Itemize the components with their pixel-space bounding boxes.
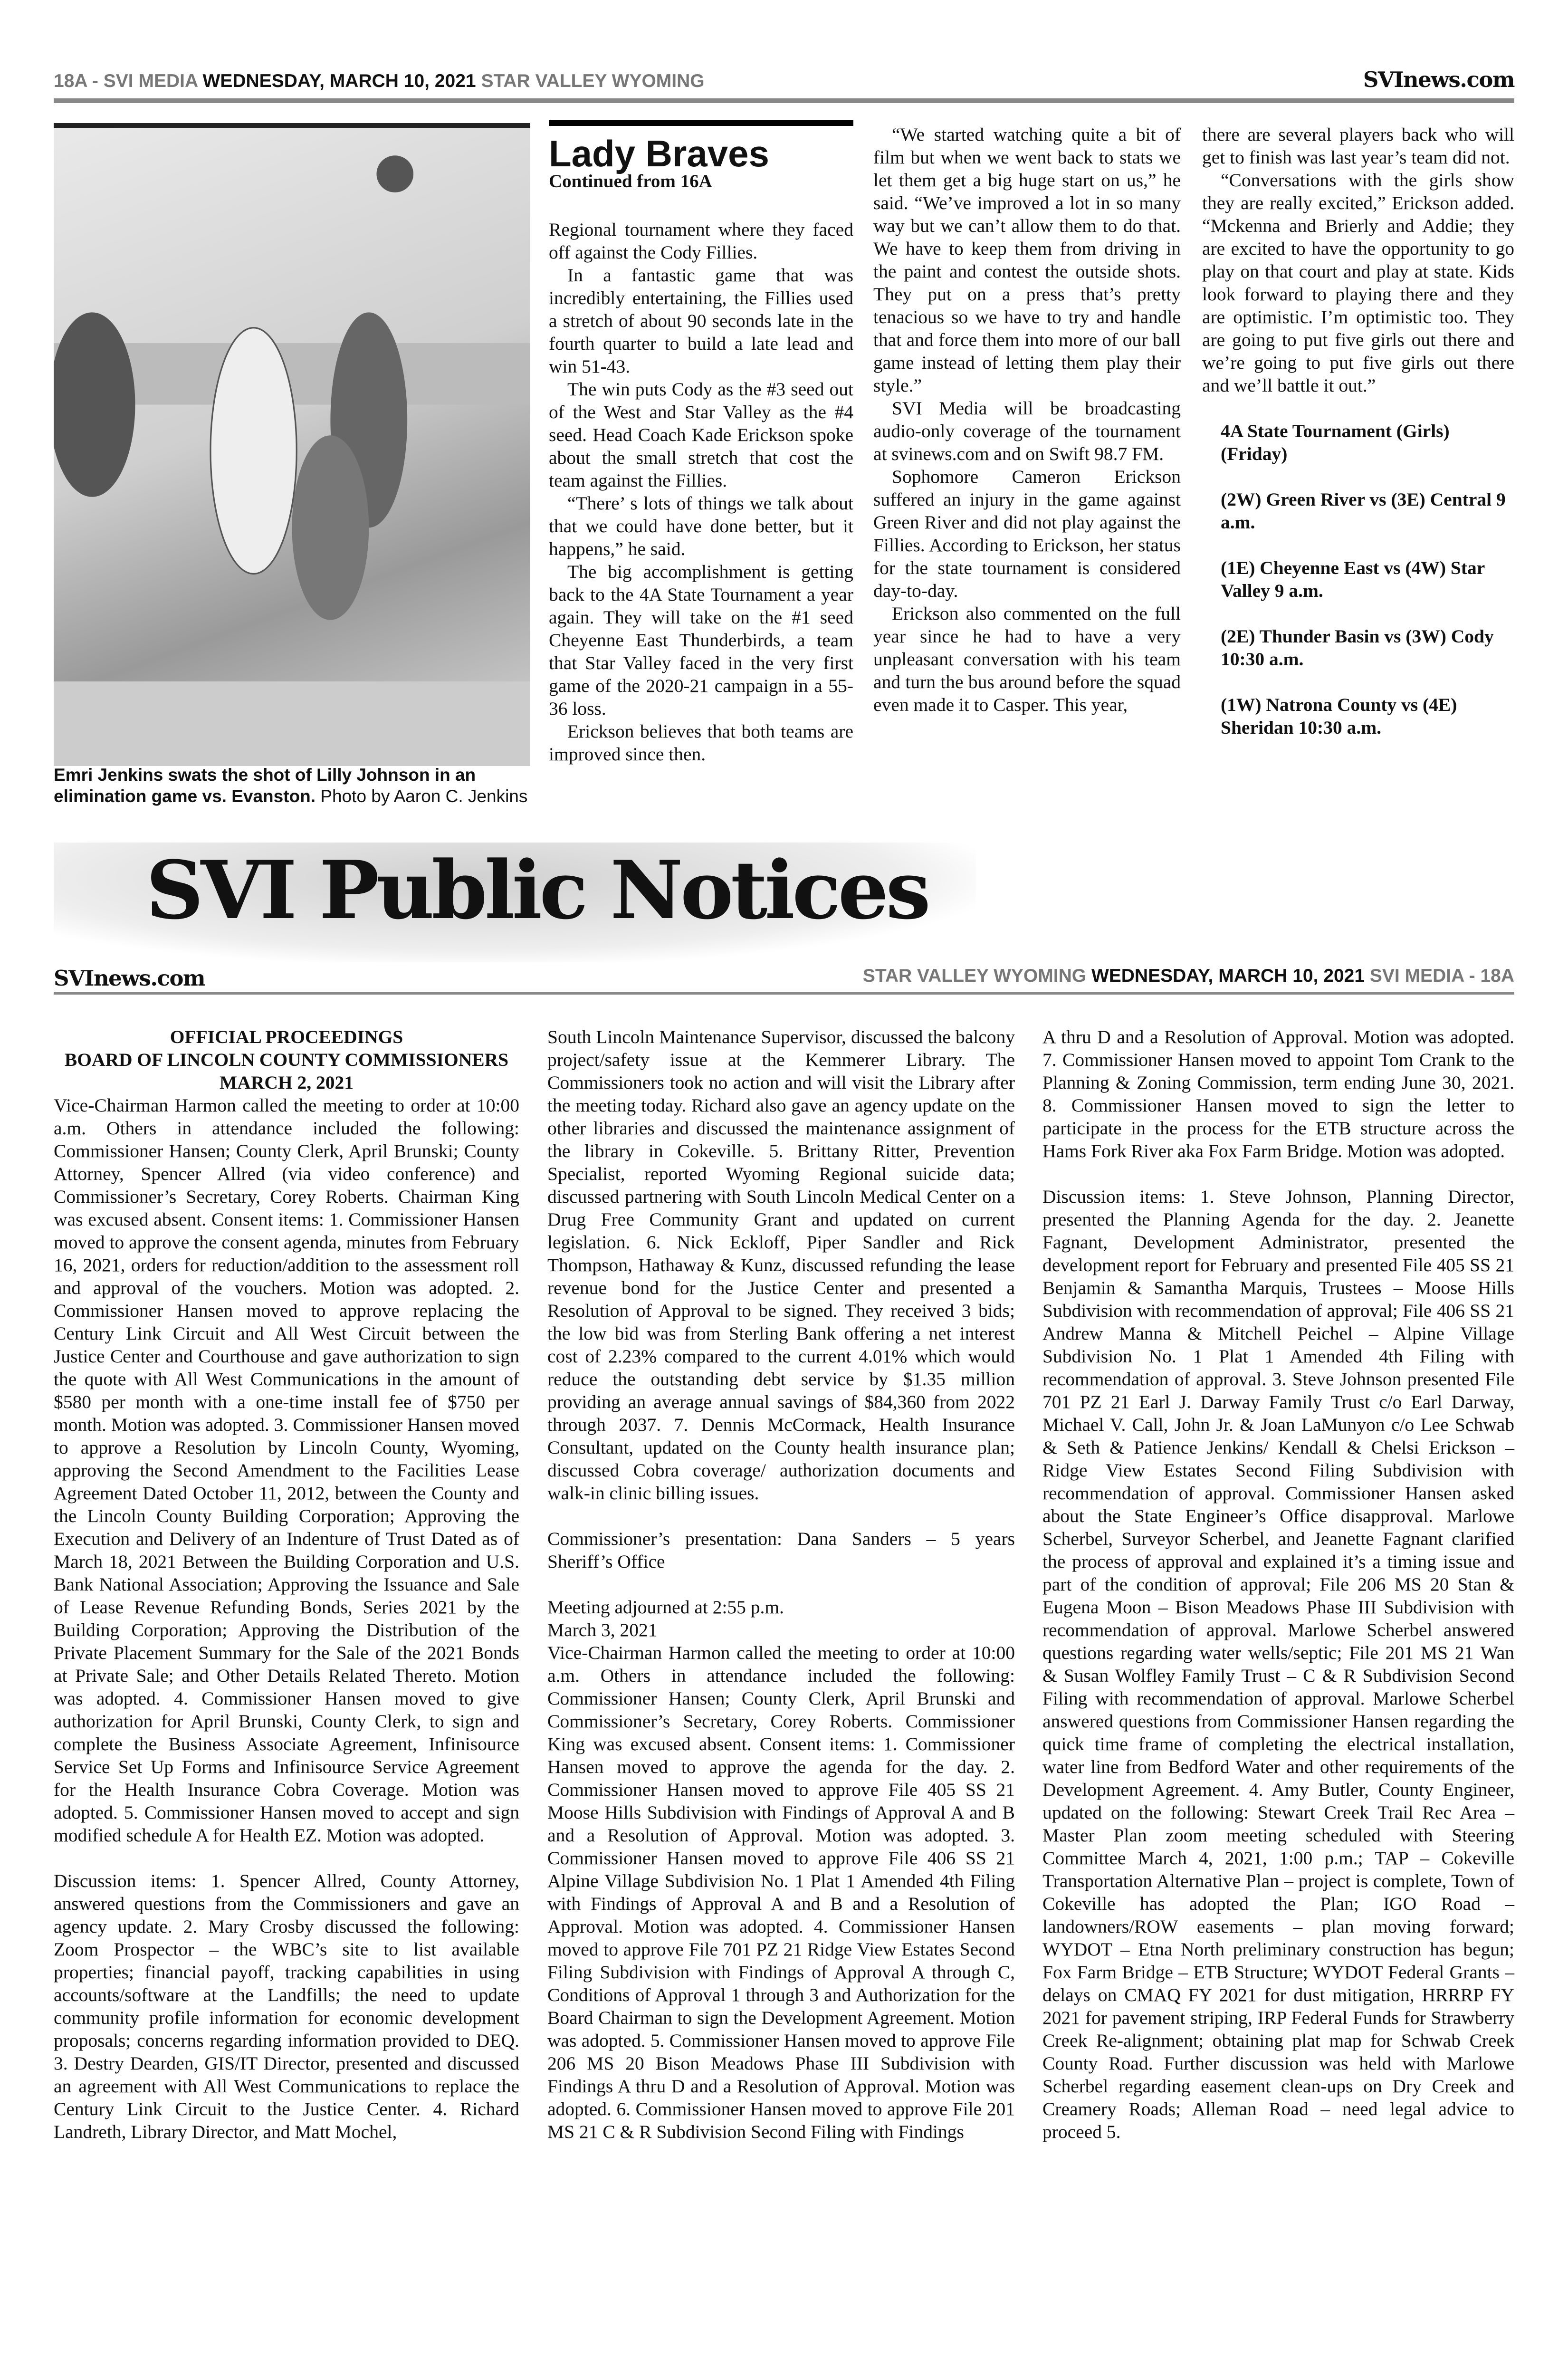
paragraph: Commissioner’s presentation: Dana Sanders – 5 years Sheriff’s Office bbox=[547, 1528, 1015, 1572]
article-column-3 bbox=[1202, 123, 1514, 739]
issue-date: WEDNESDAY, MARCH 10, 2021 bbox=[1091, 966, 1365, 986]
notices-column-3 bbox=[1042, 1025, 1514, 2143]
paragraph: Discussion items: 1. Spencer Allred, County Attorney, answered questions from the Commissioners and gave an agency update. 2. Mary Crosby discussed the following: Zoom Prospector – the WBC’s site to list available properties; financial payoff, tracking capabilities in using accounts/software at the Landfills; the need to update community profile information for economic development proposals; concerns regarding information provided to DEQ. 3. Destry Dearden, GIS/IT Director, presented and discussed an agreement with All West Communications to replace the Century Link Circuit to the Justice Center. 4. Richard Landreth, Library Director, and Matt Mochel, bbox=[54, 1870, 519, 2142]
paragraph: “We started watching quite a bit of film but when we went back to stats we let them get a big huge start on us,” he said. “We’ve improved a lot in so many way but we can’t allow them to do that. We have to keep them from driving in the paint and contest the outside shots. They put on a press that’s pretty tenacious so we have to try and handle that and force them into more of our ball game instead of letting them play their style.” bbox=[873, 124, 1181, 396]
article-column-2 bbox=[873, 123, 1181, 716]
paragraph: Regional tournament where they faced off against the Cody Fillies. bbox=[549, 219, 853, 263]
paragraph: South Lincoln Maintenance Supervisor, discussed the balcony project/safety issue at the Kemmerer Library. The Commissioners took no action and will visit the Library after the meeting today. Richard also gave an agency update on the other libraries and discussed the maintenance assignment of the library in Cokeville. 5. Brittany Ritter, Prevention Specialist, reported Wyoming Regional suicide data; discussed partnering with South Lincoln Medical Center on a Drug Free Community Grant and updated on current legislation. 6. Nick Eckloff, Piper Sandler and Rick Thompson, Hathaway & Kunz, discussed refunding the lease revenue bond for the Justice Center and presented a Resolution of Approval to be signed. They received 3 bids; the low bid was from Sterling Bank offering a net interest cost of 2.23% compared to the current 4.01% which would reduce the outstanding debt service by $1.35 million providing an average annual savings of $84,360 from 2022 through 2037. 7. Dennis McCormack, Health Insurance Consultant, updated on the County health insurance plan; discussed Cobra coverage/ authorization documents and walk-in clinic billing issues. bbox=[547, 1026, 1015, 1504]
schedule-game: (1E) Cheyenne East vs (4W) Star Valley 9 a.m. bbox=[1221, 557, 1485, 601]
paragraph: Erickson believes that both teams are improved since then. bbox=[549, 721, 853, 765]
paragraph: The big accomplishment is getting back to the 4A State Tournament a year again. They will take on the #1 seed Cheyenne East Thunderbirds, a team that Star Valley faced in the very first game of the 2020-21 campaign in a 55-36 loss. bbox=[549, 561, 853, 719]
article-title: Lady Braves bbox=[549, 133, 769, 174]
schedule-game: (1W) Natrona County vs (4E) Sheridan 10:30 a.m. bbox=[1221, 694, 1457, 738]
paragraph: Meeting adjourned at 2:55 p.m. bbox=[547, 1597, 784, 1618]
photo-credit: Photo by Aaron C. Jenkins bbox=[320, 786, 528, 806]
issue-date: WEDNESDAY, MARCH 10, 2021 bbox=[202, 71, 476, 91]
title-bar bbox=[549, 120, 853, 126]
paragraph: “There’ s lots of things we talk about that we could have done better, but it happens,” he said. bbox=[549, 493, 853, 559]
notice-date: MARCH 2, 2021 bbox=[220, 1072, 354, 1093]
schedule-heading: 4A State Tournament (Girls) (Friday) bbox=[1221, 421, 1450, 464]
section-rule bbox=[54, 992, 1514, 995]
notice-heading: BOARD OF LINCOLN COUNTY COMMISSIONERS bbox=[64, 1049, 509, 1070]
paragraph: SVI Media will be broadcasting audio-only coverage of the tournament at svinews.com and on Swift 98.7 FM. bbox=[873, 398, 1181, 464]
location: STAR VALLEY WYOMING bbox=[862, 966, 1087, 986]
continued-note: Continued from 16A bbox=[549, 171, 712, 192]
page-header bbox=[54, 67, 1514, 92]
notice-heading: OFFICIAL PROCEEDINGS bbox=[170, 1026, 403, 1047]
notices-column-1 bbox=[54, 1025, 519, 2143]
article-column-1 bbox=[549, 218, 853, 766]
paragraph: Sophomore Cameron Erickson suffered an injury in the game against Green River and did not play against the Fillies. According to Erickson, her status for the state tournament is considered day-to-day. bbox=[873, 466, 1181, 601]
header-rule bbox=[54, 98, 1514, 103]
tournament-schedule bbox=[1202, 420, 1514, 739]
paragraph: Discussion items: 1. Steve Johnson, Planning Director, presented the Planning Agenda for the day. 2. Jeanette Fagnant, Development Administrator, presented the development report for February and presented File 405 SS 21 Benjamin & Samantha Marquis, Trustees – Moose Hills Subdivision with recommendation of approval; File 406 SS 21 Andrew Manna & Mitchell Peichel – Alpine Village Subdivision No. 1 Plat 1 Amended 4th Filing with recommendation of approval. 3. Steve Johnson presented File 701 PZ 21 Earl J. Darway Family Trust c/o Earl Darway, Michael V. Call, John Jr. & Joan LaMunyon c/o Lee Schwab & Seth & Patience Jenkins/ Kendall & Chelsi Erickson – Ridge View Estates Second Filing Subdivision with recommendation of approval. Commissioner Hansen asked about the State Engineer’s Office disapproval. Marlowe Scherbel, Surveyor Scherbel, and Jeanette Fagnant clarified the process of approval and explained it’s a timing issue and part of the condition of approval; File 206 MS 20 Stan & Eugena Moon – Bison Meadows Phase III Subdivision with recommendation of approval. Marlowe Scherbel answered questions regarding water wells/septic; File 201 MS 21 Wan & Susan Wolfley Family Trust – C & R Subdivision Second Filing with recommendation of approval. Marlowe Scherbel answered questions from Commissioner Hansen regarding the quick time frame of completing the electrical installation, water line from Bedford Water and other requirements of the Development Agreement. 4. Amy Butler, County Engineer, updated on the following: Stewart Creek Trail Rec Area – Master Plan zoom meeting scheduled with Steering Committee March 4, 2021, 1:00 p.m.; TAP – Cokeville Transportation Alternative Plan – project is complete, Town of Cokeville has adopted the Plan; IGO Road – landowners/ROW easements – plan moving forward; WYDOT – Etna North preliminary construction has begun; Fox Farm Bridge – ETB Structure; WYDOT Federal Grants – delays on CMAQ FY 2021 for dust mitigation, HRRRP FY 2021 for pavement striping, IRP Federal Funds for Strawberry Creek Re-alignment; obtaining plat map for Schwab Creek County Road. Further discussion was held with Marlowe Scherbel regarding easement clean-ups on Dry Creek and Creamery Roads; Alleman Road – need legal advice to proceed 5. bbox=[1042, 1186, 1514, 2142]
public-notices-banner bbox=[54, 843, 1514, 966]
banner-title: SVI Public Notices bbox=[146, 843, 928, 937]
paragraph: there are several players back who will get to finish was last year’s team did not. bbox=[1202, 124, 1514, 168]
paragraph: March 3, 2021 bbox=[547, 1619, 658, 1640]
paragraph: In a fantastic game that was incredibly entertaining, the Fillies used a stretch of about 90 seconds late in the fourth quarter to build a late lead and win 51-43. bbox=[549, 265, 853, 377]
location: STAR VALLEY WYOMING bbox=[481, 71, 705, 91]
schedule-game: (2E) Thunder Basin vs (3W) Cody 10:30 a.m. bbox=[1221, 626, 1494, 670]
paragraph: Vice-Chairman Harmon called the meeting to order at 10:00 a.m. Others in attendance included the following: Commissioner Hansen; County Clerk, April Brunski; County Attorney, Spencer Allred (via video conference) and Commissioner’s Secretary, Corey Roberts. Chairman King was excused absent. Consent items: 1. Commissioner Hansen moved to approve the consent agenda, minutes from February 16, 2021, orders for reduction/addition to the assessment roll and approval of the vouchers. Motion was adopted. 2. Commissioner Hansen moved to approve replacing the Century Link Circuit and All West Circuit between the Justice Center and Courthouse and gave authorization to sign the quote with All West Communications in the amount of $580 per month with a one-time install fee of $750 per month. Motion was adopted. 3. Commissioner Hansen moved to approve a Resolution by Lincoln County, Wyoming, approving the Second Amendment to the Facilities Lease Agreement Dated October 11, 2012, between the County and the Lincoln County Building Corporation; Approving the Execution and Delivery of an Indenture of Trust Dated as of March 18, 2021 Between the Building Corporation and U.S. Bank National Association; Approving the Issuance and Sale of Lease Revenue Refunding Bonds, Series 2021 by the Building Corporation; Approving the Distribution of the Private Placement Summary for the Sale of the 2021 Bonds at Private Sale; and Other Details Related Thereto. Motion was adopted. 4. Commissioner Hansen moved to give authorization for April Brunski, County Clerk, to sign and complete the Business Associate Agreement, Infinisource Service Set Up Forms and Infinisource Service Agreement for the Health Insurance Cobra Coverage. Motion was adopted. 5. Commissioner Hansen moved to accept and sign modified schedule A for Health EZ. Motion was adopted. bbox=[54, 1095, 519, 1846]
photo-caption bbox=[54, 764, 530, 807]
players-illustration bbox=[54, 128, 530, 766]
caption-text: Emri Jenkins swats the shot of Lilly Johnson in an elimination game vs. Evanston. bbox=[54, 765, 476, 806]
schedule-game: (2W) Green River vs (3E) Central 9 a.m. bbox=[1221, 489, 1506, 533]
page-number: SVI MEDIA - 18A bbox=[1369, 966, 1514, 986]
paragraph: Erickson also commented on the full year since he had to have a very unpleasant conversation with his team and turn the bus around before the squad even made it to Casper. This year, bbox=[873, 603, 1181, 715]
site-link[interactable]: SVInews.com bbox=[1363, 67, 1514, 92]
section-header bbox=[54, 966, 1514, 991]
paragraph: The win puts Cody as the #3 seed out of the West and Star Valley as the #4 seed. Head Coach Kade Erickson spoke about the small stretch that cost the team against the Fillies. bbox=[549, 379, 853, 491]
page-number: 18A - SVI MEDIA bbox=[54, 71, 198, 91]
paragraph: A thru D and a Resolution of Approval. Motion was adopted. 7. Commissioner Hansen moved to appoint Tom Crank to the Planning & Zoning Commission, term ending June 30, 2021. 8. Commissioner Hansen moved to sign the letter to participate in the process for the ETB structure across the Hams Fork River aka Fox Farm Bridge. Motion was adopted. bbox=[1042, 1026, 1514, 1161]
site-link[interactable]: SVInews.com bbox=[54, 966, 205, 991]
paragraph: “Conversations with the girls show they are really excited,” Erickson added. “Mckenna and Brierly and Addie; they are excited to have the opportunity to go play on that court and play at state. Kids look forward to playing there and they are optimistic. I’m optimistic too. They are going to put five girls out there and we’re going to put five girls out there and we’ll battle it out.” bbox=[1202, 170, 1514, 396]
notices-column-2 bbox=[547, 1025, 1015, 2143]
paragraph: Vice-Chairman Harmon called the meeting to order at 10:00 a.m. Others in attendance included the following: Commissioner Hansen; County Clerk, April Brunski and Commissioner’s Secretary, Corey Roberts. Commissioner King was excused absent. Consent items: 1. Commissioner Hansen moved to approve the agenda for the day. 2. Commissioner Hansen moved to approve File 405 SS 21 Moose Hills Subdivision with Findings of Approval A and B and a Resolution of Approval. Motion was adopted. 3. Commissioner Hansen moved to approve File 406 SS 21 Alpine Village Subdivision No. 1 Plat 1 Amended 4th Filing with Findings of Approval A and B and a Resolution of Approval. Motion was adopted. 4. Commissioner Hansen moved to approve File 701 PZ 21 Ridge View Estates Second Filing Subdivision with Findings of Approval A through C, Conditions of Approval 1 through 3 and Authorization for the Board Chairman to sign the Development Agreement. Motion was adopted. 5. Commissioner Hansen moved to approve File 206 MS 20 Bison Meadows Phase III Subdivision with Findings A thru D and a Resolution of Approval. Motion was adopted. 6. Commissioner Hansen moved to approve File 201 MS 21 C & R Subdivision Second Filing with Findings bbox=[547, 1642, 1015, 2142]
basketball-photo bbox=[54, 123, 530, 766]
